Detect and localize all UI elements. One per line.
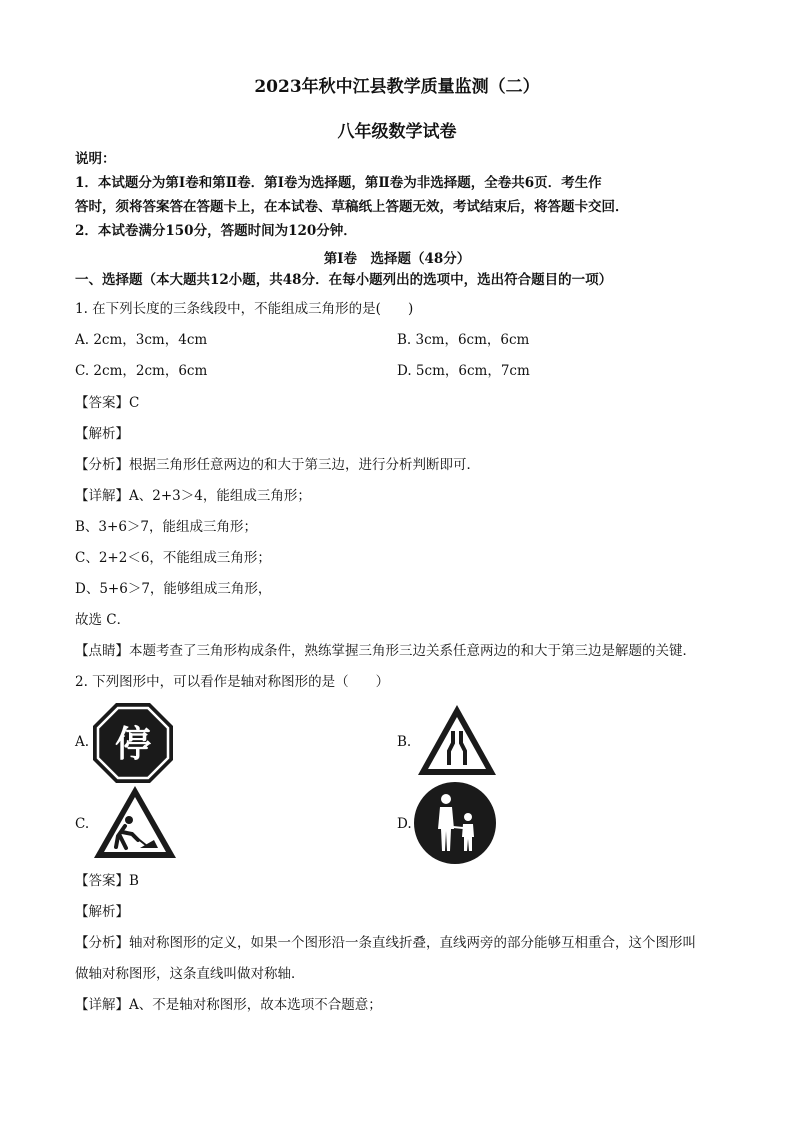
- stop-sign-icon: [92, 702, 174, 784]
- q1-analysis-label: 【解析】: [75, 426, 129, 442]
- q2-answer: 【答案】B: [75, 873, 139, 889]
- q1-detail-3: C、2+2＜6，不能组成三角形；: [75, 550, 271, 566]
- q1-option-a: A. 2cm，3cm，4cm: [75, 332, 208, 348]
- q2-label-c: C.: [75, 816, 90, 832]
- section-heading: 第Ⅰ卷 选择题（48分）: [323, 251, 471, 267]
- q1-option-c: C. 2cm，2cm，6cm: [75, 363, 208, 379]
- q1-option-d: D. 5cm，6cm，7cm: [397, 363, 530, 379]
- q1-answer: 【答案】C: [75, 395, 140, 411]
- road-narrows-sign-icon: [416, 703, 498, 777]
- page-title: 2023年秋中江县教学质量监测（二）: [254, 77, 540, 97]
- notes-line-1: 1．本试题分为第Ⅰ卷和第Ⅱ卷．第Ⅰ卷为选择题，第Ⅱ卷为非选择题，全卷共6页．考生作: [75, 175, 602, 191]
- part-heading: 一、选择题（本大题共12小题，共48分．在每小题列出的选项中，选出符合题目的一项）: [75, 272, 613, 288]
- q1-detail-4: D、5+6＞7，能够组成三角形，: [75, 581, 272, 597]
- q2-label-a: A.: [75, 734, 90, 750]
- q2-fenxi-2: 做轴对称图形，这条直线叫做对称轴．: [75, 966, 305, 982]
- q1-detail-2: B、3+6＞7，能组成三角形；: [75, 519, 257, 535]
- q2-label-b: B.: [397, 734, 412, 750]
- q1-stem: 1. 在下列长度的三条线段中，不能组成三角形的是( ): [75, 301, 414, 317]
- q2-label-d: D.: [397, 816, 412, 832]
- q1-fenxi: 【分析】根据三角形任意两边的和大于第三边，进行分析判断即可．: [75, 457, 480, 473]
- notes-line-3: 2．本试卷满分150分，答题时间为120分钟．: [75, 223, 357, 239]
- pedestrian-sign-icon: [413, 781, 497, 865]
- q2-analysis-label: 【解析】: [75, 904, 129, 920]
- stop-sign-text: 停: [114, 724, 152, 765]
- q1-detail-1: 【详解】A、2+3＞4，能组成三角形；: [75, 488, 311, 504]
- page-subtitle: 八年级数学试卷: [337, 122, 457, 142]
- q1-option-b: B. 3cm，6cm，6cm: [397, 332, 530, 348]
- notes-line-2: 答时，须将答案答在答题卡上，在本试卷、草稿纸上答题无效，考试结束后，将答题卡交回．: [75, 199, 629, 215]
- roadwork-sign-icon: [92, 784, 178, 860]
- q2-detail-1: 【详解】A、不是轴对称图形，故本选项不合题意；: [75, 997, 382, 1013]
- q1-comment: 【点睛】本题考查了三角形构成条件，熟练掌握三角形三边关系任意两边的和大于第三边是解题的关键．: [75, 643, 696, 659]
- notes-label: 说明：: [75, 151, 116, 167]
- q1-choose: 故选 C．: [75, 612, 131, 628]
- q2-stem: 2. 下列图形中，可以看作是轴对称图形的是（ ）: [75, 674, 390, 690]
- q2-fenxi-1: 【分析】轴对称图形的定义，如果一个图形沿一条直线折叠，直线两旁的部分能够互相重合，这个图形叫: [75, 935, 696, 951]
